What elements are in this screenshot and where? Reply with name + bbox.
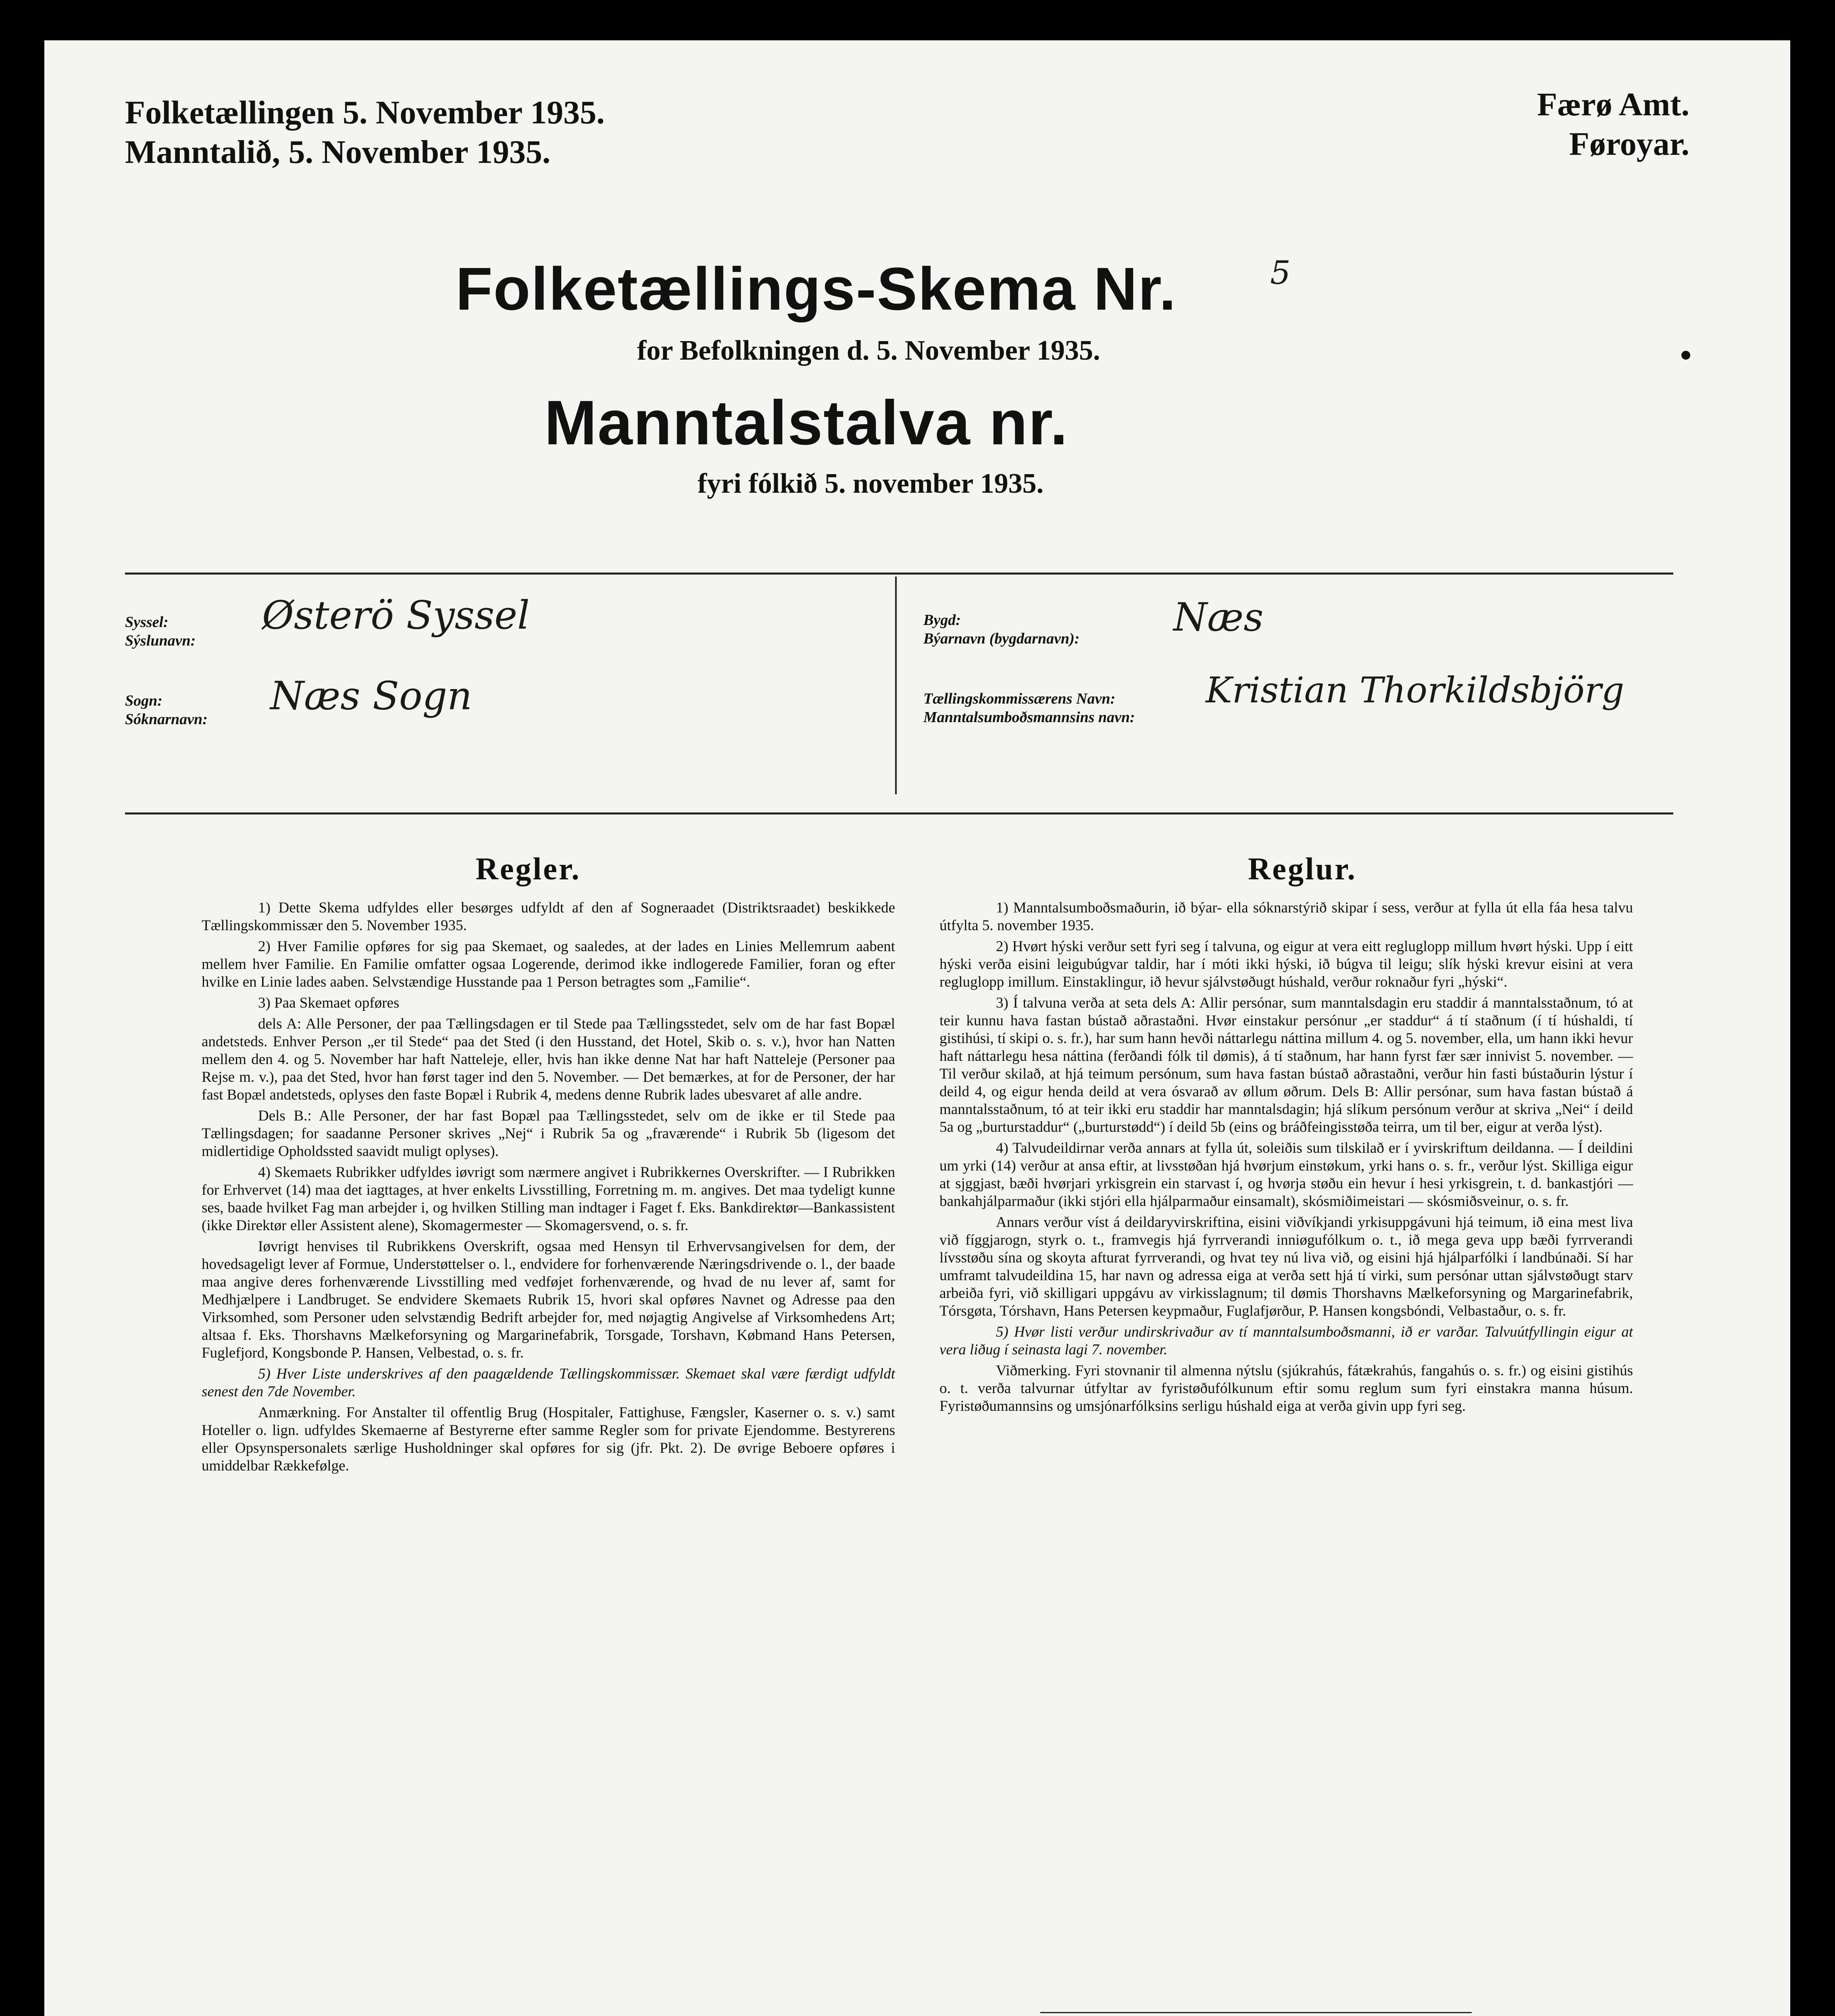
header-right-line2: Føroyar.	[1569, 125, 1689, 162]
rules-da-heading: Regler.	[475, 851, 581, 886]
header-left-line1: Folketællingen 5. November 1935.	[125, 94, 605, 131]
kommissaer-label	[923, 689, 1135, 727]
rules-fo-p4b: Annars verður víst á deildaryvirskriftina, eisini viðvíkjandi yrkisuppgávuni hjá teimum, ið eina mest liva við fíggjarogn, styrk o. t., framvegis hjá fyrrverandi inniøgufólkum o. t., ið mega geva upp bæði fyrrverandi lívsstøðu sína og skoyta afturat fyrrverandi, og hvat tey nú liva við, og eisini hjá hjálparfólki í landbúnaði. Sí har umframt talvudeildina 15, har navn og adressa eiga at verða sett hjá tí virki, sum persónar uttan sjálvstøðugt starv arbeiða fyri, við skilligari uppgávu av virkisslagnum; til dømis Thorshavns Mælkeforsyning og Margarinefabrik, Tórsgøta, Tórshavn, Hans Petersen keypmaður, Fuglafjørður, P. Hansen kongsbóndi, Velbastaður, o. s. fr.	[939, 1214, 1633, 1319]
header-right-line1: Færø Amt.	[1537, 86, 1689, 123]
bygd-label-fo: Býarnavn (bygdarnavn):	[923, 630, 1080, 647]
rules-da-p3b: Dels B.: Alle Personer, der har fast Bopæl paa Tællingsstedet, selv om de ikke er til Stede paa Tællingsdagen; for saadanne Personer skrives „Nej“ i Rubrik 5a og „fraværende“ i Rubrik 5b (ligesom det midlertidige Opholdssted saavidt muligt oplyses).	[202, 1108, 895, 1160]
signature-line	[1040, 2012, 1472, 2013]
header-left-line2: Manntalið, 5. November 1935.	[125, 133, 551, 170]
sogn-label-da: Sogn:	[125, 692, 162, 709]
rules-fo-heading: Reglur.	[1248, 851, 1357, 886]
rules-da-note: Anmærkning. For Anstalter til offentlig Brug (Hospitaler, Fattighuse, Fængsler, Kaserner o. s. v.) samt Hoteller o. lign. udfyldes Skemaerne af Bestyrerne efter samme Regler som for private Ejendomme. Bestyrerens eller Opsynspersonalets særlige Husholdninger skal opføres for sig (jfr. Pkt. 2). De øvrige Beboere opføres i umiddelbar Rækkefølge.	[202, 1404, 895, 1474]
field-box-divider	[895, 577, 897, 794]
subtitle-fo: fyri fólkið 5. november 1935.	[698, 468, 1044, 499]
ink-dot	[1681, 351, 1690, 360]
syssel-label-da: Syssel:	[125, 614, 169, 631]
kommissaer-value: Kristian Thorkildsbjörg	[1206, 669, 1625, 711]
rules-fo-p2: 2) Hvørt hýski verður sett fyri seg í talvuna, og eigur at vera eitt regluglopp millum hvørt hýski. Upp í eitt hýski verða eisini leigubúgvar taldir, har í móti ikki hýski, ið búgva til leigu; slík hýski krevur eisini at vera regluglopp imillum. Einstaklingur, ið hevur sjálvstøðugt húshald, verður roknaður fyri „hýski“.	[939, 938, 1633, 990]
kommissaer-label-da: Tællingskommissærens Navn:	[923, 690, 1116, 707]
rules-fo-note: Viðmerking. Fyri stovnanir til almenna nýtslu (sjúkrahús, fátækrahús, fangahús o. s. fr.) og eisini gistihús o. t. verða talvurnar útfyltar av fyristøðufólkunum eftir somu reglum sum fyri einstakra manna húsum. Fyristøðumannsins og umsjónarfólksins serligu húshald eiga at verða givin upp fyri seg.	[939, 1362, 1633, 1414]
bygd-label-da: Bygd:	[923, 612, 961, 629]
rules-da-p3a: dels A: Alle Personer, der paa Tællingsdagen er til Stede paa Tællingsstedet, selv om de har fast Bopæl andetsteds. Enhver Person „er til Stede“ paa det Sted (i den Husstand, det Hotel, Skib o. s. v.), hvor han Natten mellem den 4. og 5. November har haft Natteleje, eller, hvis han ikke denne Nat har haft Natteleje (Personer paa Rejse m. v.), paa det Sted, hvor han først tager ind den 5. November. — Det bemærkes, at for de Personer, der har fast Bopæl andetsteds, oplyses den faste Bopæl i Rubrik 4, medens denne Rubrik lades ubesvaret af alle andre.	[202, 1016, 895, 1103]
header-right	[1537, 85, 1689, 164]
rules-da-body	[202, 899, 895, 1478]
header-left	[125, 93, 605, 172]
title-da: Folketællings-Skema Nr.	[456, 255, 1177, 323]
census-form-page	[44, 40, 1790, 2016]
skema-number: 5	[1270, 254, 1291, 292]
bygd-value: Næs	[1173, 595, 1264, 640]
rules-fo-p3: 3) Í talvuna verða at seta dels A: Allir persónar, sum manntalsdagin eru staddir á manntalsstaðnum, tó at teir kunnu hava fastan bústað aðrastaðni. Hvør einstakur persónur „er staddur“ á tí staðnum (í tí húshaldi, tí gistihúsi, tí skipi o. s. fr.), har sum hann hevði náttarlegu náttina millum 4. og 5. november, ella, um hann ikki hevur haft náttarlegu hesa náttina (ferðandi fólk til dømis), á tí staðnum, har hann fyrst fær sær innivist 5. november. — Til verður skilað, at hjá teimum persónum, sum hava fastan bústað aðrastaðni, verður hin fasti bústaðurin lýstur í deild 4, og eigur henda deild at vera ósvarað av øllum øðrum. Dels B: Allir persónar, sum hava fastan bústað á manntalsstaðnum, tó at teir ikki eru staddir har manntalsdagin; hjá slíkum persónum verður at skriva „Nei“ í deild 5a og „burturstaddur“ („burturstødd“) í deild 5b (eins og bráðfeingisstøða teirra, um til ber, eigur at verða lýst).	[939, 995, 1633, 1135]
sogn-label-fo: Sóknarnavn:	[125, 711, 208, 728]
rules-fo-p1: 1) Manntalsumboðsmaðurin, ið býar- ella sóknarstýrið skipar í sess, verður at fylla út ella fáa hesa talvu útfylta 5. november 1935.	[939, 900, 1633, 934]
title-fo: Manntalstalva nr.	[544, 388, 1069, 458]
syssel-label	[125, 613, 196, 650]
rules-da-p4: 4) Skemaets Rubrikker udfyldes iøvrigt som nærmere angivet i Rubrikkernes Overskrifter. — I Rubrikken for Erhvervet (14) maa det iagttages, at hver enkelts Livsstilling, Forretning m. m. angives. Det maa tydeligt kunne ses, baade hvilket Fag man arbejder i, og hvilken Stilling man indtager i Faget f. Eks. Bankdirektør—Bankassistent (ikke Direktør eller Assistent alene), Skomagermester — Skomagersvend, o. s. fr.	[202, 1164, 895, 1234]
rules-fo-p4: 4) Talvudeildirnar verða annars at fylla út, soleiðis sum tilskilað er í yvirskriftum deildanna. — Í deildini um yrki (14) verður at ansa eftir, at livsstøðan hjá hvørjum einstøkum, yrki hans o. s. fr., verður lýst. Skilliga eigur at sjggjast, bæði hvørjari yrkisgrein ein starvast í, og hvørja støðu ein hevur í hesi yrkisgrein, t. d. bankastjóri — bankahjálparmaður (ikki stjóri ella hjálparmaður einsamalt), skósmiðimeistari — skósmiðsveinur, o. s. fr.	[939, 1140, 1633, 1210]
rules-fo-body	[939, 899, 1633, 1418]
syssel-value: Østerö Syssel	[262, 593, 530, 638]
kommissaer-label-fo: Manntalsumboðsmannsins navn:	[923, 709, 1135, 726]
syssel-label-fo: Sýslunavn:	[125, 632, 196, 649]
rules-fo-p5: 5) Hvør listi verður undirskrivaður av tí manntalsumboðsmanni, ið er varðar. Talvuútfyllingin eigur at vera liðug í seinasta lagi 7. november.	[939, 1324, 1633, 1358]
field-box-bottom-line	[125, 812, 1673, 814]
sogn-label	[125, 691, 208, 729]
bygd-label	[923, 611, 1079, 648]
subtitle-da: for Befolkningen d. 5. November 1935.	[637, 335, 1100, 366]
rules-da-p2: 2) Hver Familie opføres for sig paa Skemaet, og saaledes, at der lades en Linies Mellemrum aabent mellem hver Familie. En Familie omfatter ogsaa Logerende, derimod ikke indlogerede Familier, foran og efter hvilke en Linie lades aaben. Selvstændige Husstande paa 1 Person betragtes som „Familie“.	[202, 938, 895, 990]
field-box-top-line	[125, 573, 1673, 575]
rules-da-p1: 1) Dette Skema udfyldes eller besørges udfyldt af den af Sogneraadet (Distriktsraadet) beskikkede Tællingskommissær den 5. November 1935.	[202, 900, 895, 934]
rules-da-p3: 3) Paa Skemaet opføres	[258, 995, 400, 1011]
rules-da-p4b: Iøvrigt henvises til Rubrikkens Overskrift, ogsaa med Hensyn til Erhvervsangivelsen for dem, der hovedsageligt lever af Formue, Understøttelser o. l., endvidere for forhenværende Næringsdrivende o. l., der baade maa angive deres forhenværende Livsstilling med vedføjet forhenværende, og hvad de nu lever af, samt for Medhjælpere i Landbruget. Se endvidere Skemaets Rubrik 15, hvori skal opføres Navnet og Adresse paa den Virksomhed, som Personer uden selvstændig Bedrift arbejder for, med nøjagtig Angivelse af Virksomhedens Art; altsaa f. Eks. Thorshavns Mælkeforsyning og Margarinefabrik, Torsgade, Torshavn, Købmand Hans Petersen, Fuglefjord, Kongsbonde P. Hansen, Velbestad, o. s. fr.	[202, 1238, 895, 1361]
sogn-value: Næs Sogn	[270, 673, 472, 719]
rules-da-p5: 5) Hver Liste underskrives af den paagældende Tællingskommissær. Skemaet skal være færdigt udfyldt senest den 7de November.	[202, 1366, 895, 1400]
